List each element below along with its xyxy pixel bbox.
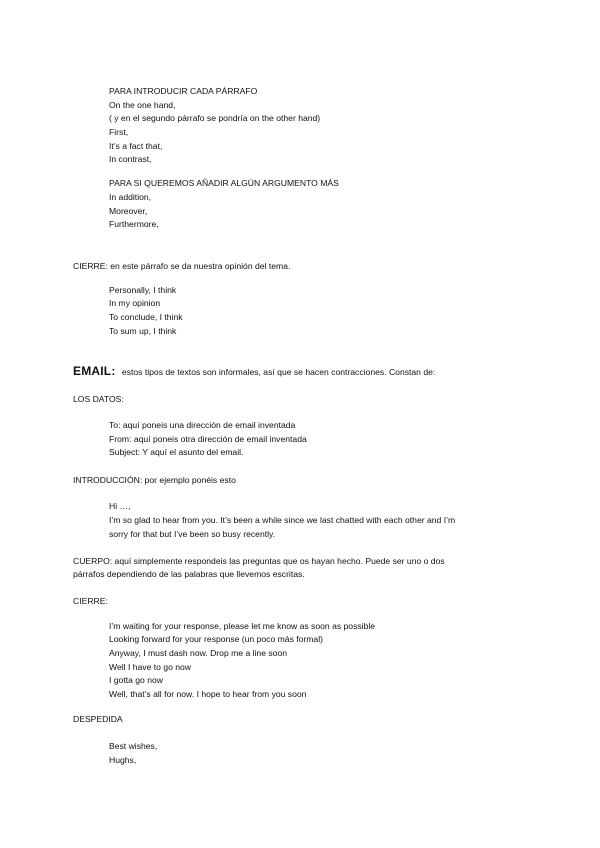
cierre-heading: CIERRE: en este párrafo se da nuestra opinión del tema. [73, 261, 291, 271]
despedida-heading: DESPEDIDA [73, 714, 123, 724]
add-heading: PARA SI QUEREMOS AÑADIR ALGÚN ARGUMENTO MÁS [109, 178, 339, 188]
closing-line: Anyway, I must dash now. Drop me a line soon [109, 648, 288, 658]
email-description: estos tipos de textos son informales, así que se hacen contracciones. Constan de: [121, 367, 436, 377]
email-label: EMAIL: [73, 364, 116, 378]
example-line: Hi …, [109, 501, 131, 511]
cuerpo-line: CUERPO: aquí simplemente respondeis las preguntas que os hayan hecho. Puede ser uno o dos [73, 556, 445, 566]
cierre-line: To sum up, I think [109, 326, 177, 336]
cuerpo-line: párrafos dependiendo de las palabras que llevemos escritas. [73, 569, 305, 579]
datos-heading: LOS DATOS: [73, 394, 124, 404]
cierre-line: To conclude, I think [109, 312, 183, 322]
email-row [73, 366, 435, 378]
signoff-line: Best wishes, [109, 741, 158, 751]
datos-line: From: aquí poneis otra dirección de email inventada [109, 434, 307, 444]
cierre-line: In my opinion [109, 298, 161, 308]
closing-line: Well, that’s all for now. I hope to hear from you soon [109, 689, 307, 699]
datos-line: Subject: Y aquí el asunto del email. [109, 447, 244, 457]
closing-line: I’m waiting for your response, please let me know as soon as possible [109, 621, 376, 631]
closing-line: Looking forward for your response (un poco más formal) [109, 634, 323, 644]
signoff-line: Hughs, [109, 755, 137, 765]
intro-heading: PARA INTRODUCIR CADA PÁRRAFO [109, 86, 258, 96]
add-line: In addition, [109, 192, 152, 202]
intro-line: ( y en el segundo párrafo se pondría on the other hand) [109, 113, 321, 123]
cierre2-heading: CIERRE: [73, 596, 108, 606]
intro-line: It’s a fact that, [109, 141, 163, 151]
example-line: I’m so glad to hear from you. It’s been a while since we last chatted with each other and I’m [109, 515, 456, 525]
cierre-line: Personally, I think [109, 285, 177, 295]
add-line: Furthermore, [109, 219, 159, 229]
intro-line: On the one hand, [109, 100, 176, 110]
add-line: Moreover, [109, 206, 148, 216]
intro-line: First, [109, 127, 129, 137]
closing-line: Well I have to go now [109, 662, 192, 672]
example-line: sorry for that but I’ve been so busy recently. [109, 529, 276, 539]
introduccion-heading: INTRODUCCIÓN: por ejemplo ponéis esto [73, 475, 236, 485]
intro-line: In contrast, [109, 154, 152, 164]
datos-line: To: aquí poneis una dirección de email inventada [109, 420, 296, 430]
closing-line: I gotta go now [109, 675, 163, 685]
